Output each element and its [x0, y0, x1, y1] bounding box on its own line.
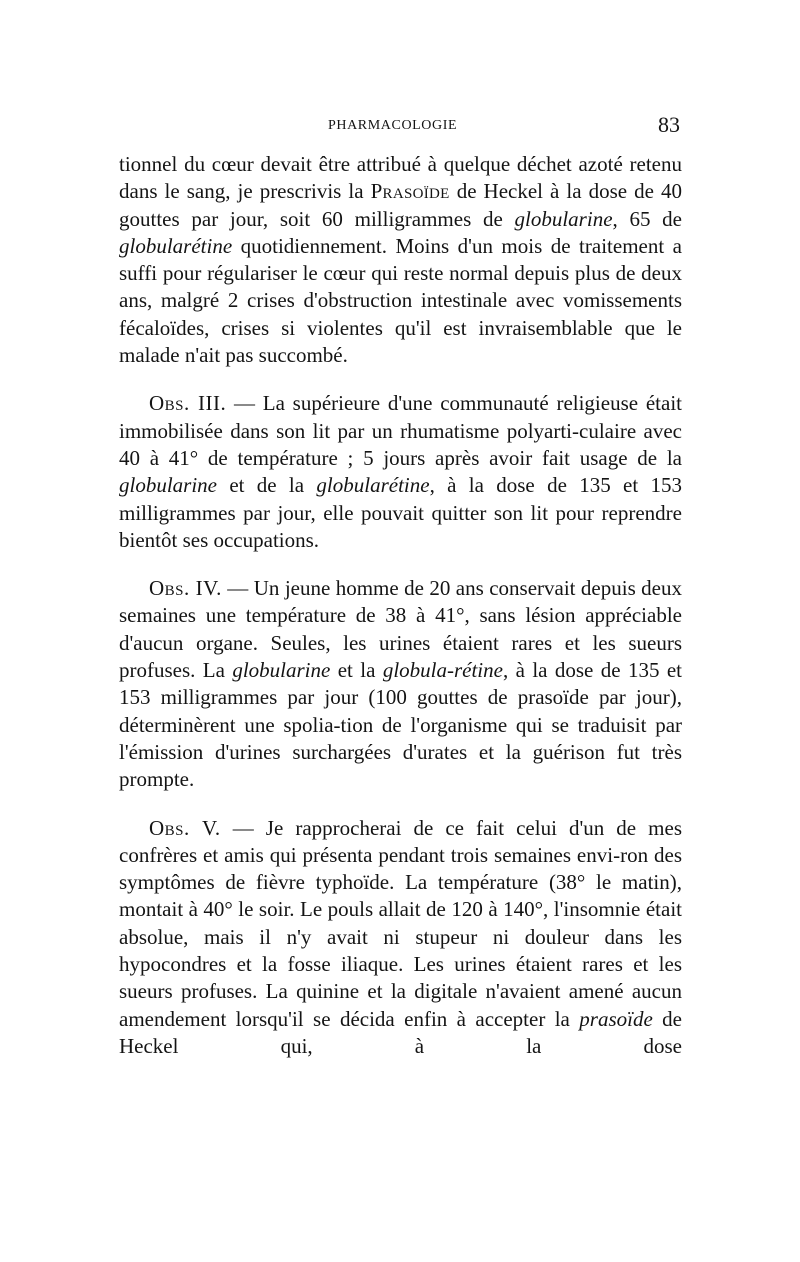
text-run: de Heckel à [449, 179, 560, 204]
italic-term: prasoïde [579, 1006, 653, 1031]
text-run: n'ait pas succombé. [184, 343, 348, 368]
text-run: d'un mois de traitement a suffi pour régulariser le cœur [119, 233, 682, 286]
paragraph-obs-iv [119, 575, 682, 793]
text-run: , à la dose de 135 et 153 milligrammes par jour [119, 658, 682, 710]
text-run: et de la [217, 473, 317, 498]
text-run: d'obstruction intestinale avec vomissements fécaloïdes, [119, 288, 682, 340]
italic-term: globularine [232, 658, 331, 683]
text-run: à 140°, l'insomnie était absolue, mais il n'y avait ni stupeur [119, 897, 682, 949]
text-run: de 135 et 153 milligrammes par jour, elle pouvait quitter [119, 473, 682, 525]
text-run: urines étaient rares et les sueurs profuses. La quinine et la [119, 952, 682, 1004]
text-run: qui reste normal depuis plus de deux ans, malgré 2 crises [119, 261, 683, 313]
running-title: PHARMACOLOGIE [328, 118, 458, 133]
italic-term: rétine [453, 658, 503, 683]
text-run: (100 gouttes de prasoïde par jour), déterminèrent une spolia- [119, 685, 682, 737]
text-run: surchargées d'urates et la guérison fut très prompte. [119, 739, 682, 792]
text-run: de Heckel qui, à la dose [119, 1006, 682, 1058]
text-run: quotidiennement. Moins [232, 233, 450, 258]
text-run: rares et les sueurs profuses. La [119, 630, 682, 683]
text-run: son lit pour reprendre bientôt ses occupations. [119, 500, 682, 552]
text-run: — Un jeune homme de 20 ans conservait [221, 576, 576, 601]
text-run: confrères et amis qui présenta pendant trois semaines envi- [119, 842, 621, 867]
text-run: — La supérieure d'une communauté religieuse [226, 391, 639, 416]
text-run: culaire avec 40 à 41° de température ; 5 jours après avoir [119, 418, 682, 470]
running-head [119, 112, 682, 142]
text-run: et la [330, 658, 383, 683]
text-run: décida enfin à accepter la [339, 1006, 580, 1031]
italic-term: globularine [119, 473, 217, 498]
text-run: digitale n'avaient amené aucun amendement lorsqu'il se [119, 979, 682, 1031]
text-run: depuis deux semaines une température de 38 à 41°, sans [119, 576, 682, 628]
italic-term: globularine [514, 206, 613, 231]
text-run: tionnel du cœur devait être attribué à quelque déchet azoté [119, 152, 623, 176]
text-run: retenu dans le sang, je prescrivis la [119, 152, 682, 204]
paragraph-obs-v [119, 815, 682, 1061]
text-run: , à la dose [429, 473, 535, 498]
text-run: tion de l'organisme qui se traduisit par l'émission d'urines [119, 712, 683, 764]
text-run: ron des symptômes de fièvre typhoïde. La température [119, 842, 682, 895]
observation-label: Obs. V. [149, 815, 221, 840]
small-caps-term: Prasoïde [370, 179, 450, 204]
text-run: fait usage de la [542, 445, 683, 470]
body-text [119, 151, 682, 1060]
text-run: ni douleur dans les hypocondres et la fosse iliaque. Les [119, 924, 682, 977]
text-run: crises si violentes qu'il est invraisemblable que le malade [119, 315, 683, 368]
text-run: , 65 de [612, 206, 683, 231]
text-run: — Je rapprocherai de ce fait celui d'un de mes [220, 815, 683, 840]
italic-term: globularétine [316, 473, 430, 498]
observation-label: Obs. IV. [149, 576, 222, 601]
italic-term: globula- [382, 658, 454, 683]
text-run: (38° le matin), montait à 40° le soir. Le pouls allait de 120 [119, 870, 682, 922]
observation-label: Obs. III. [149, 391, 227, 416]
text-run: lésion appréciable d'aucun organe. Seules, les urines étaient [119, 603, 682, 655]
text-run: la dose de 40 gouttes par jour, soit 60 milligrammes de [119, 179, 682, 231]
page-number: 83 [658, 112, 680, 137]
italic-term: globularétine [119, 233, 233, 258]
paragraph-continuation [119, 151, 682, 369]
paragraph-obs-iii [119, 390, 682, 554]
text-run: était immobilisée dans son lit par un rhumatisme polyarti- [119, 391, 683, 443]
